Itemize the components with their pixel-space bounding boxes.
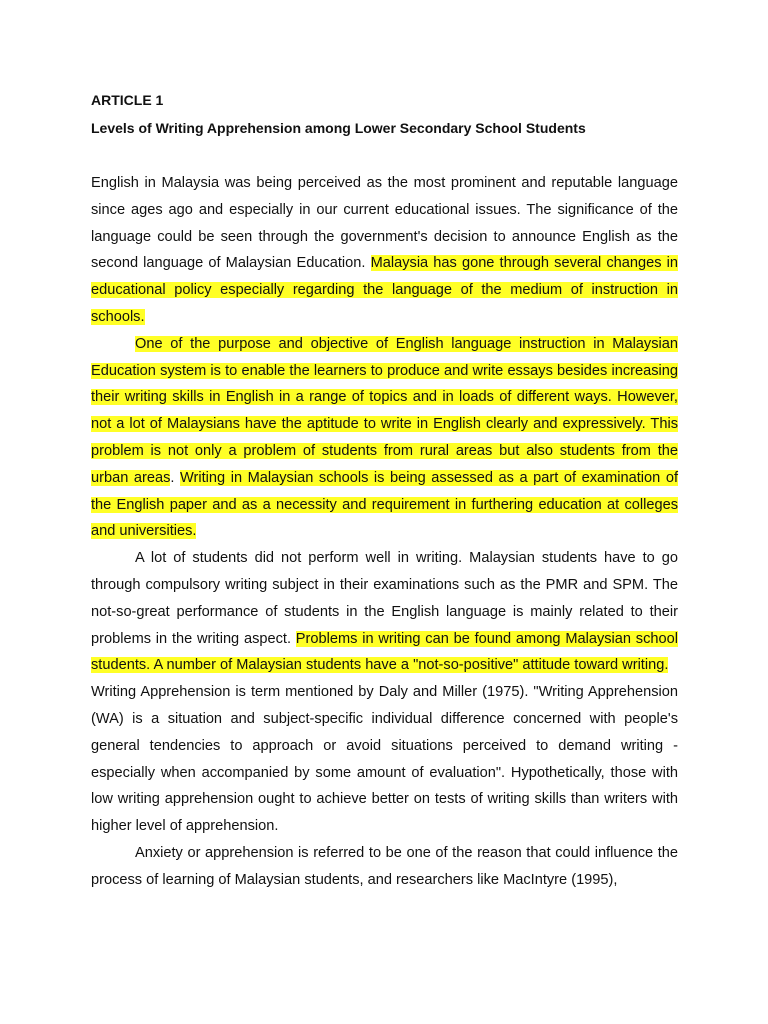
paragraph-4-text: Writing Apprehension is term mentioned by Daly and Miller (1975). "Writing Apprehension (WA) is a situation and subject-specific individual difference concerned with people's general tendencies to approach or avoid situations perceived to demand writing - especially when accompanied by some amount of evaluation". Hypothetically, those with low writing apprehension ought to achieve better on tests of writing skills than writers with higher level of apprehension. xyxy=(91,684,678,835)
paragraph-3 xyxy=(91,545,678,679)
paragraph-1-highlight: Malaysia has gone through several changes in educational policy especially regarding the language of the medium of instruction in schools. xyxy=(91,255,679,325)
paragraph-1-text: English in Malaysia was being perceived as the most prominent and reputable language since ages ago and especially in our current educational issues. The significance of the language could be seen through the government's decision to announce English as the second language of Malaysian Education. xyxy=(91,175,678,272)
paragraph-3-highlight: Problems in writing can be found among Malaysian school students. A number of Malaysian students have a "not-so-positive" attitude toward writing. xyxy=(91,630,678,674)
paragraph-2 xyxy=(91,331,678,545)
paragraph-2-highlight-2: Writing in Malaysian schools is being assessed as a part of examination of the English paper and as a necessity and requirement in furthering education at colleges and universities. xyxy=(91,469,679,540)
article-body xyxy=(91,170,678,894)
paragraph-5-text: Anxiety or apprehension is referred to be one of the reason that could influence the process of learning of Malaysian students, and researchers like MacIntyre (1995), xyxy=(91,844,678,888)
article-title: Levels of Writing Apprehension among Lower Secondary School Students xyxy=(91,120,586,136)
article-label: ARTICLE 1 xyxy=(91,92,164,108)
paragraph-1 xyxy=(91,170,678,331)
paragraph-3-text: A lot of students did not perform well in writing. Malaysian students have to go through compulsory writing subject in their examinations such as the PMR and SPM. The not-so-great performance of students in the English language is mainly related to their problems in the writing aspect. xyxy=(91,550,678,647)
paragraph-2-highlight-1: One of the purpose and objective of English language instruction in Malaysian Education system is to enable the learners to produce and write essays besides increasing their writing skills in English in a range of topics and in loads of different ways. However, not a lot of Malaysians have the aptitude to write in English clearly and expressively. This problem is not only a problem of students from rural areas but also students from the urban areas xyxy=(91,335,678,486)
paragraph-5 xyxy=(91,840,678,894)
paragraph-4 xyxy=(91,679,678,840)
paragraph-2-text: . xyxy=(170,469,181,486)
